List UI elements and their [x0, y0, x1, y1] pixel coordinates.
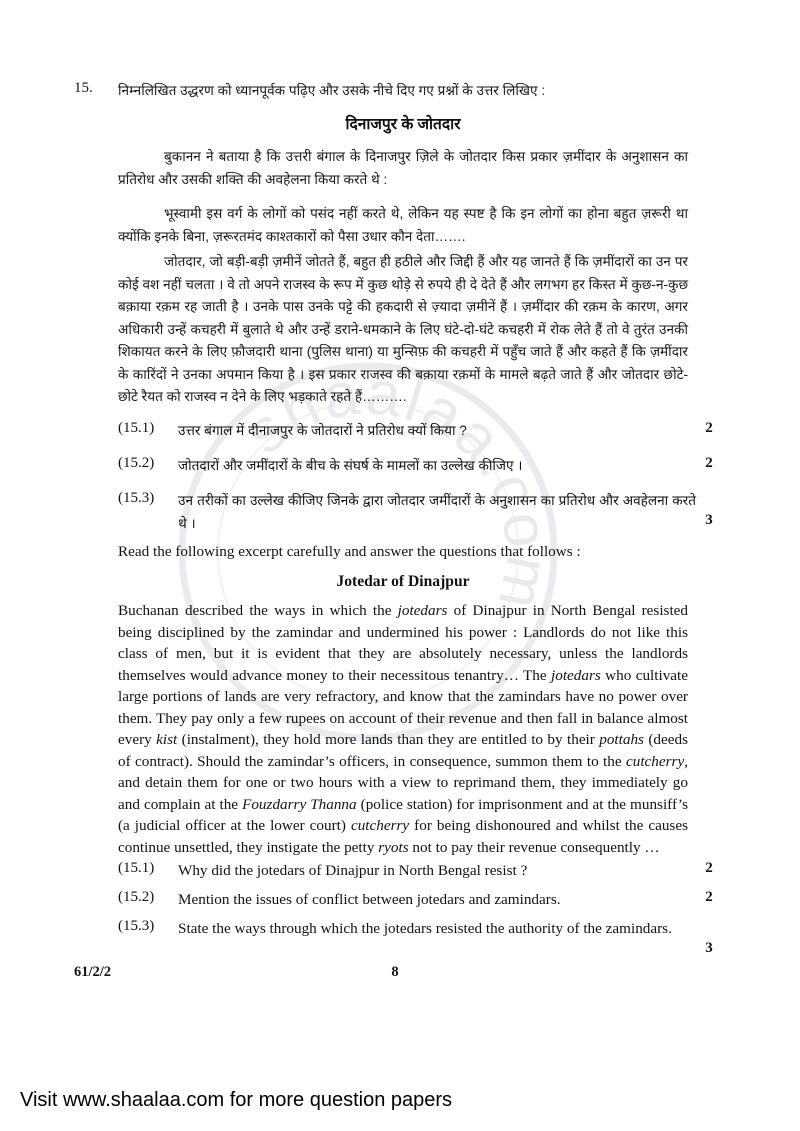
- excerpt-italic-term: jotedars: [551, 666, 601, 684]
- excerpt-text: (instalment), they hold more lands than they are entitled to by their: [177, 731, 600, 748]
- excerpt-italic-term: pottahs: [599, 731, 644, 748]
- hindi-marks-15-3: 3: [705, 512, 713, 528]
- paper-code: 61/2/2: [74, 964, 112, 980]
- excerpt-italic-term: cutcherry: [350, 817, 410, 834]
- hindi-passage-title: दिनाजपुर के जोतदार: [345, 116, 461, 133]
- site-footer-text: Visit www.shaalaa.com for more question papers: [20, 1089, 453, 1111]
- subquestion-text: Why did the jotedars of Dinajpur in North Bengal resist ?: [178, 862, 528, 879]
- subquestion-tag: (15.2): [118, 889, 155, 905]
- english-subquestion-15-2: [118, 889, 708, 911]
- english-marks-15-2: 2: [705, 889, 713, 905]
- excerpt-text: , and detain them for one or two hours with a view to reprimand them, they immediately go and complain at the: [118, 752, 688, 813]
- hindi-paragraph-1: बुकानन ने बताया है कि उत्तरी बंगाल के दिनाजपुर ज़िले के जोतदार किस प्रकार ज़मींदार के अनुशासन का प्रतिरोध और उसकी शक्ति की अवहेलना किया करते थे :: [118, 149, 688, 187]
- hindi-paragraph-2: भूस्वामी इस वर्ग के लोगों को पसंद नहीं करते थे, लेकिन यह स्पष्ट है कि इन लोगों का होना बहुत ज़रूरी था क्योंकि इनके बिना, ज़रूरतमंद काश्तकारों को पैसा उधार कौन देता…….: [118, 206, 688, 244]
- subquestion-tag: (15.1): [118, 420, 155, 436]
- english-instruction: Read the following excerpt carefully and answer the questions that follows :: [118, 543, 581, 560]
- subquestion-text: उत्तर बंगाल में दीनाजपुर के जोतदारों ने प्रतिरोध क्यों किया ?: [178, 423, 467, 438]
- hindi-paragraph-3: जोतदार, जो बड़ी-बड़ी ज़मीनें जोतते हैं, बहुत ही हठीले और जिद्दी हैं और यह जानते हैं कि ज़मींदारों का उन पर कोई वश नहीं चलता । वे तो अपने राजस्व के रूप में कुछ थोड़े से रुपये ही दे देते हैं और लगभग हर किस्त में कुछ-न-कुछ बक़ाया रक़म रह जाती है । उनके पास उनके पट्टे की हकदारी से ज़्यादा ज़मीनें हैं । ज़मींदार की रक़म के कारण, अगर अधिकारी उन्हें कचहरी में बुलाते थे और उन्हें डराने-धमकाने के लिए घंटे-दो-घंटे कचहरी में रोक लेते हैं तो वे तुरंत उनकी शिकायत करने के लिए फ़ौजदारी थाना (पुलिस थाना) या मुन्सिफ़ की कचहरी में पहुँच जाते हैं और कहते हैं कि ज़मींदार के कारिंदों ने उनका अपमान किया है । इस प्रकार राजस्व की बक़ाया रक़मों के मामले बढ़ते जाते हैं और जोतदार छोटे-छोटे रैयत को राजस्व न देने के लिए भड़काते रहते हैं……….: [118, 254, 688, 404]
- subquestion-text: उन तरीकों का उल्लेख कीजिए जिनके द्वारा जोतदार जमींदारों के अनुशासन का प्रतिरोध और अवहेलना करते थे ।: [178, 493, 696, 531]
- hindi-subquestion-15-1: [118, 420, 708, 443]
- hindi-subquestion-15-2: [118, 455, 708, 478]
- english-marks-15-1: 2: [705, 860, 713, 876]
- subquestion-tag: (15.3): [118, 918, 155, 934]
- excerpt-text: of Dinajpur in North Bengal resisted being disciplined by the zamindar and undermined his power : Landlords do not like this class of men, but it is evident that they are absolutely necessary, unless the landlords themselves would advance money to their necessitous tenantry… The: [118, 602, 689, 684]
- excerpt-text: who cultivate large portions of lands are very refractory, and know that the zamindars have no power over them. They pay only a few rupees on account of their revenue and then fall in balance almost every: [118, 666, 688, 748]
- english-marks-15-3: 3: [705, 940, 713, 956]
- svg-text:shaalaa.com: shaalaa.com: [231, 358, 563, 618]
- excerpt-text: (deeds of contract). Should the zamindar’s officers, in consequence, summon them to the: [118, 731, 689, 770]
- hindi-subquestion-15-3: [118, 490, 708, 535]
- excerpt-italic-term: ryots: [378, 838, 409, 856]
- english-passage-title: Jotedar of Dinajpur: [336, 573, 470, 590]
- subquestion-text: State the ways through which the jotedars resisted the authority of the zamindars.: [178, 920, 672, 937]
- excerpt-text: not to pay their revenue consequently …: [408, 838, 660, 856]
- subquestion-text: Mention the issues of conflict between jotedars and zamindars.: [178, 891, 561, 908]
- english-subquestion-15-3: [118, 918, 708, 940]
- subquestion-text: जोतदारों और जमींदारों के बीच के संघर्ष के मामलों का उल्लेख कीजिए ।: [178, 458, 523, 473]
- excerpt-italic-term: Fouzdarry Thanna: [242, 795, 357, 813]
- excerpt-text: (police station) for imprisonment and at the munsiff’s (a judicial officer at the lower court): [118, 795, 688, 834]
- subquestion-tag: (15.3): [118, 490, 155, 506]
- excerpt-italic-term: cutcherry: [626, 752, 685, 770]
- excerpt-italic-term: kist: [156, 731, 178, 748]
- excerpt-text: Buchanan described the ways in which the: [118, 602, 398, 619]
- subquestion-tag: (15.1): [118, 860, 155, 876]
- subquestion-tag: (15.2): [118, 455, 155, 471]
- english-excerpt: [118, 600, 688, 858]
- hindi-instruction: निम्नलिखित उद्धरण को ध्यानपूर्वक पढ़िए और उसके नीचे दिए गए प्रश्नों के उत्तर लिखिए :: [118, 83, 546, 98]
- page-number: 8: [391, 964, 399, 980]
- english-subquestion-15-1: [118, 860, 708, 882]
- excerpt-text: for being dishonoured and whilst the causes continue unsettled, they instigate the petty: [118, 817, 688, 856]
- question-number: 15.: [74, 80, 93, 96]
- hindi-marks-15-1: 2: [705, 420, 713, 436]
- hindi-marks-15-2: 2: [705, 455, 713, 471]
- excerpt-italic-term: jotedars: [397, 602, 448, 619]
